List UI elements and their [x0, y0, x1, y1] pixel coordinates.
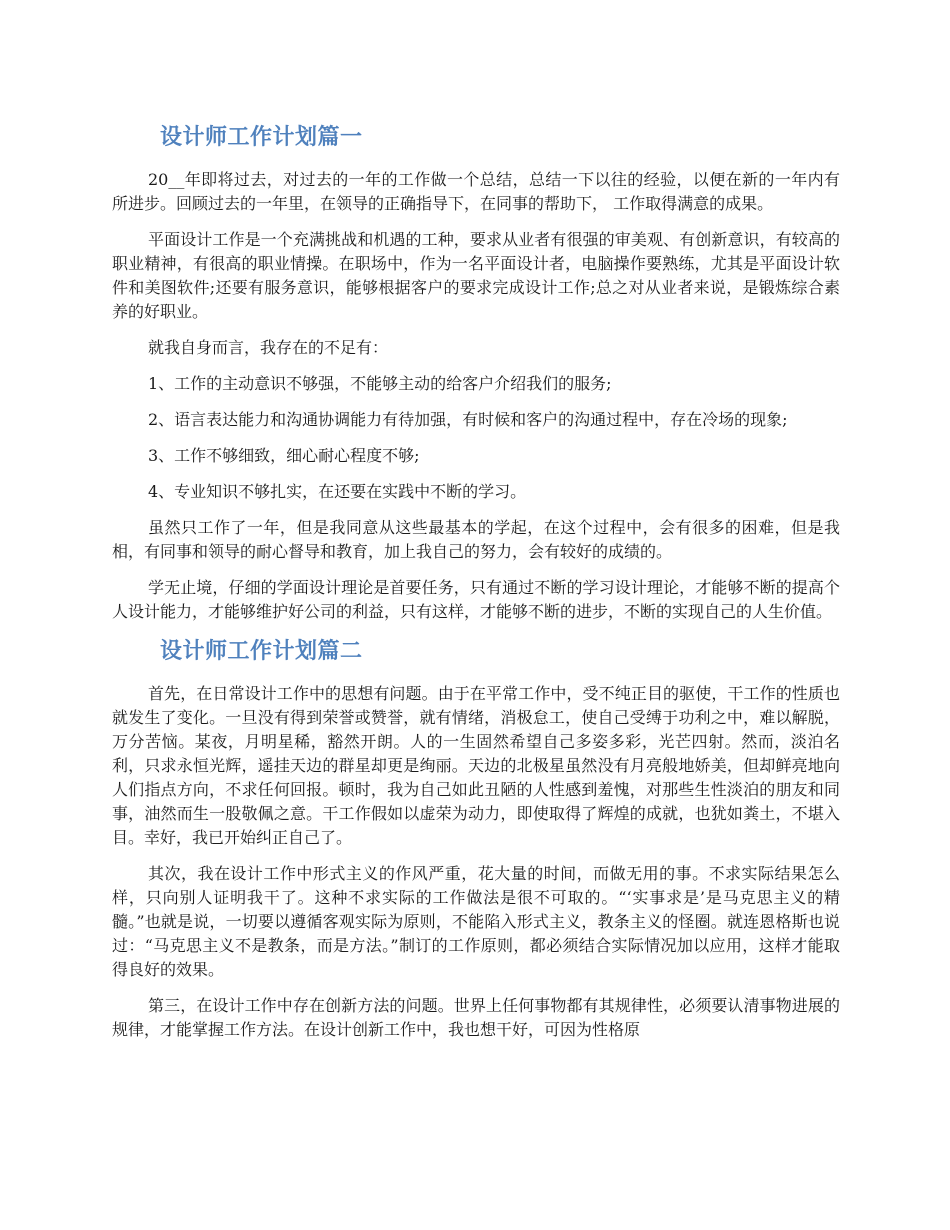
paragraph: 第三，在设计工作中存在创新方法的问题。世界上任何事物都有其规律性，必须要认清事物进展的规律，才能掌握工作方法。在设计创新工作中，我也想干好，可因为性格原: [112, 996, 840, 1039]
paragraph: 就我自身而言，我存在的不足有：: [148, 338, 389, 357]
list-item: 3、工作不够细致，细心耐心程度不够;: [148, 446, 420, 465]
list-item: 2、语言表达能力和沟通协调能力有待加强，有时候和客户的沟通过程中，存在冷场的现象;: [148, 410, 788, 429]
paragraph: 平面设计工作是一个充满挑战和机遇的工种，要求从业者有很强的审美观、有创新意识，有较高的职业精神，有很高的职业情操。在职场中，作为一名平面设计者，电脑操作要熟练，尤其是平面设计软件和美图软件;还要有服务意识，能够根据客户的要求完成设计工作;总之对从业者来说，是锻炼综合素养的好职业。: [112, 230, 840, 321]
section-two-title: 设计师工作计划篇二: [160, 639, 363, 664]
paragraph: 其次，我在设计工作中形式主义的作风严重，花大量的时间，而做无用的事。不求实际结果怎么样，只向别人证明我干了。这种不求实际的工作做法是很不可取的。“‘实事求是’是马克思主义的精髓。”也就是说，一切要以遵循客观实际为原则，不能陷入形式主义，教条主义的怪圈。就连恩格斯也说过：“马克思主义不是教条，而是方法。”制订的工作原则，都必须结合实际情况加以应用，这样才能取得良好的效果。: [112, 864, 840, 979]
paragraph: 虽然只工作了一年，但是我同意从这些最基本的学起，在这个过程中，会有很多的困难，但是我相，有同事和领导的耐心督导和教育，加上我自己的努力，会有较好的成绩的。: [112, 518, 840, 561]
section-two: [112, 636, 840, 1042]
list-item: 1、工作的主动意识不够强，不能够主动的给客户介绍我们的服务;: [148, 374, 612, 393]
section-one: [112, 122, 840, 624]
document-body: [112, 122, 840, 1054]
paragraph: 20__年即将过去，对过去的一年的工作做一个总结，总结一下以往的经验，以便在新的一年内有所进步。回顾过去的一年里，在领导的正确指导下，在同事的帮助下， 工作取得满意的成果。: [112, 170, 840, 213]
list-item: 4、专业知识不够扎实，在还要在实践中不断的学习。: [148, 482, 527, 501]
paragraph: 学无止境，仔细的学面设计理论是首要任务，只有通过不断的学习设计理论，才能够不断的提高个人设计能力，才能够维护好公司的利益，只有这样，才能够不断的进步，不断的实现自己的人生价值。: [112, 578, 840, 621]
section-one-title: 设计师工作计划篇一: [160, 125, 363, 150]
paragraph: 首先，在日常设计工作中的思想有问题。由于在平常工作中，受不纯正目的驱使，干工作的性质也就发生了变化。一旦没有得到荣誉或赞誉，就有情绪，消极怠工，使自己受缚于功利之中，难以解脱，万分苦恼。某夜，月明星稀，豁然开朗。人的一生固然希望自己多姿多彩，光芒四射。然而，淡泊名利，只求永恒光辉，遥挂天边的群星却更是绚丽。天边的北极星虽然没有月亮般地娇美，但却鲜亮地向人们指点方向，不求任何回报。顿时，我为自己如此丑陋的人性感到羞愧，对那些生性淡泊的朋友和同事，油然而生一股敬佩之意。干工作假如以虚荣为动力，即使取得了辉煌的成就，也犹如粪土，不堪入目。幸好，我已开始纠正自己了。: [112, 684, 840, 847]
